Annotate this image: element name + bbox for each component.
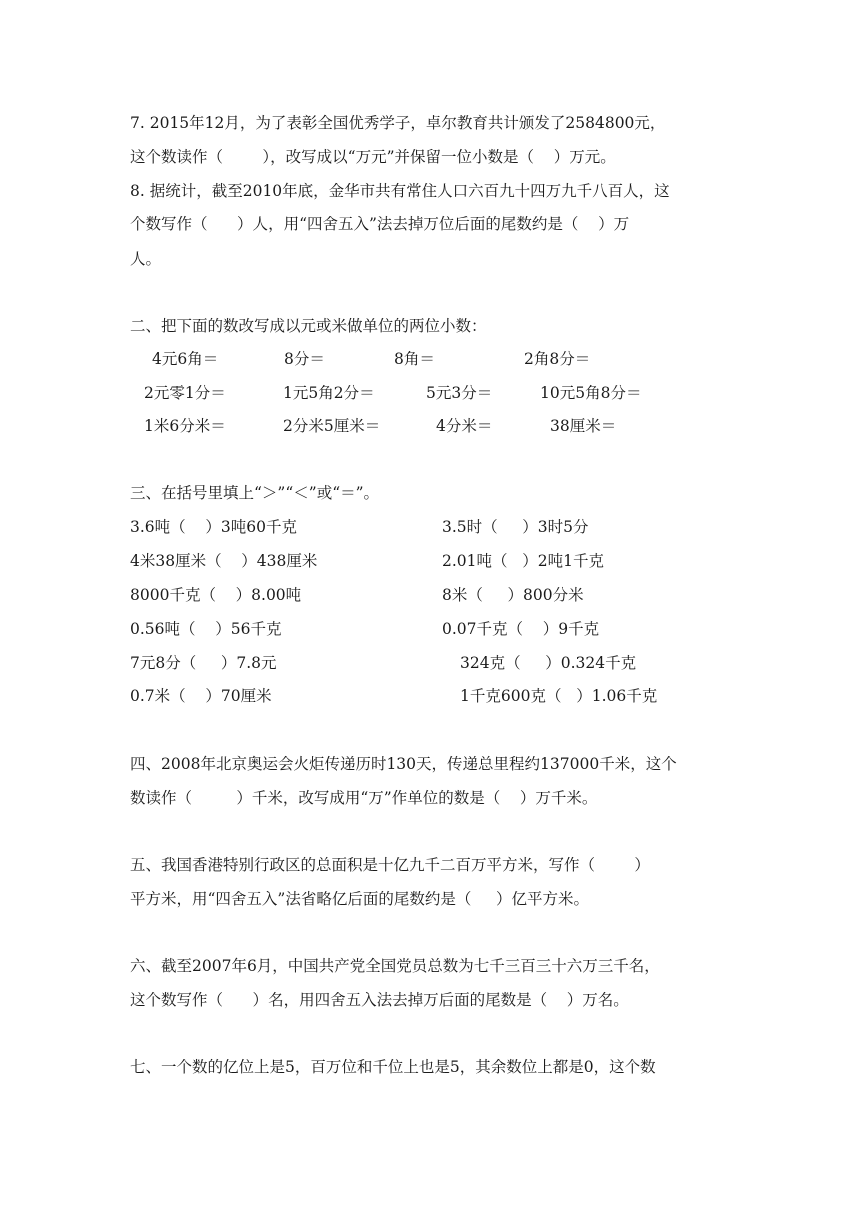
section-4-line-2: 数读作（ ）千米，改写成用“万”作单位的数是（ ）万千米。 — [130, 789, 598, 807]
s3-right-item: 2.01吨（ ）2吨1千克 — [442, 552, 605, 570]
s2-item: 2分米5厘米＝ — [283, 417, 381, 435]
s2-item: 8分＝ — [284, 350, 325, 368]
s3-left-item: 7元8分（ ）7.8元 — [130, 654, 277, 672]
q7-line-2: 这个数读作（ ），改写成以“万元”并保留一位小数是（ ）万元。 — [130, 148, 616, 166]
s3-right-item: 0.07千克（ ）9千克 — [442, 620, 600, 638]
s3-right-item: 8米（ ）800分米 — [442, 586, 584, 604]
section-6-line-2: 这个数写作（ ）名，用四舍五入法去掉万后面的尾数是（ ）万名。 — [130, 991, 629, 1009]
s3-right-item: 1千克600克（ ）1.06千克 — [460, 687, 658, 705]
s2-item: 1元5角2分＝ — [283, 384, 375, 402]
section-7-line-1: 七、一个数的亿位上是5，百万位和千位上也是5，其余数位上都是0，这个数 — [130, 1058, 656, 1076]
s2-item: 8角＝ — [394, 350, 435, 368]
s3-left-item: 8000千克（ ）8.00吨 — [130, 586, 302, 604]
s3-left-item: 0.56吨（ ）56千克 — [130, 620, 282, 638]
s2-item: 4分米＝ — [436, 417, 493, 435]
s3-left-item: 0.7米（ ）70厘米 — [130, 687, 272, 705]
s3-left-item: 3.6吨（ ）3吨60千克 — [130, 518, 297, 536]
section-2-heading: 二、把下面的数改写成以元或米做单位的两位小数： — [130, 317, 487, 335]
s2-item: 1米6分米＝ — [144, 417, 226, 435]
q8-line-3: 人。 — [130, 250, 162, 268]
s2-item: 4元6角＝ — [152, 350, 219, 368]
s2-item: 2元零1分＝ — [144, 384, 226, 402]
s3-left-item: 4米38厘米（ ）438厘米 — [130, 552, 318, 570]
s3-right-item: 324克（ ）0.324千克 — [460, 654, 637, 672]
q8-line-1: 8. 据统计，截至2010年底，金华市共有常住人口六百九十四万九千八百人，这 — [130, 182, 670, 200]
s3-right-item: 3.5时（ ）3时5分 — [442, 518, 589, 536]
s2-item: 5元3分＝ — [426, 384, 493, 402]
s2-item: 2角8分＝ — [524, 350, 591, 368]
section-6-line-1: 六、截至2007年6月，中国共产党全国党员总数为七千三百三十六万三千名， — [130, 957, 660, 975]
q7-line-1: 7. 2015年12月，为了表彰全国优秀学子，卓尔教育共计颁发了2584800元， — [130, 114, 666, 132]
section-5-line-2: 平方米，用“四舍五入”法省略亿后面的尾数约是（ ）亿平方米。 — [130, 890, 589, 908]
section-5-line-1: 五、我国香港特别行政区的总面积是十亿九千二百万平方米，写作（ ） — [130, 856, 650, 874]
section-4-line-1: 四、2008年北京奥运会火炬传递历时130天，传递总里程约137000千米，这个 — [130, 755, 677, 773]
section-3-heading: 三、在括号里填上“＞”“＜”或“＝”。 — [130, 484, 380, 502]
s2-item: 38厘米＝ — [550, 417, 617, 435]
s2-item: 10元5角8分＝ — [540, 384, 642, 402]
q8-line-2: 个数写作（ ）人，用“四舍五入”法去掉万位后面的尾数约是（ ）万 — [130, 215, 630, 233]
